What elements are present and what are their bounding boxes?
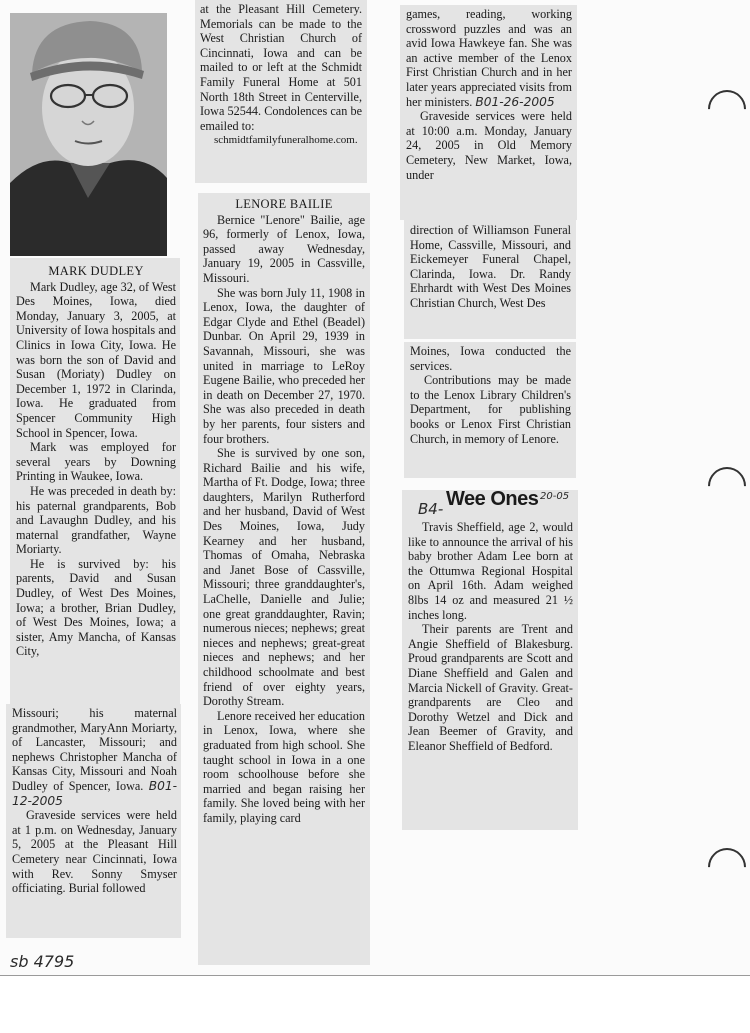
birth-announcement xyxy=(402,490,578,830)
obituary-lenore-continued-b xyxy=(404,220,576,339)
handwritten-archive-number: sb 4795 xyxy=(10,952,75,971)
paragraph: He was preceded in death by: his paternal grandparents, Bob and Lavaughn Dudley, and his maternal grandfather, Wayne Moriarty. xyxy=(16,483,176,557)
obituary-lenore-continued-a xyxy=(400,5,577,220)
paragraph: Their parents are Trent and Angie Sheffield of Blakesburg. Proud grandparents are Scott and Diane Sheffield and Galen and Marcia Nickell of Gravity. Great-grandparents are Cleo and Dorothy Wetzel and Dick and Jean Beemer of Gravity, and Eleanor Sheffield of Bedford. xyxy=(408,622,573,753)
paragraph: games, reading, working crossword puzzles and was an avid Iowa Hawkeye fan. She was an active member of the Lenox First Christian Church and in her later years appreciated visits from her ministers. B01-26-2005 xyxy=(406,7,572,109)
paragraph: Lenore received her education in Lenox, Iowa, where she graduated from high school. She taught school in Iowa in a one room schoolhouse before she married and began raising her family. She loved being with her family, playing card xyxy=(203,708,365,825)
paragraph: She is survived by one son, Richard Bailie and his wife, Martha of Ft. Dodge, Iowa; three daughters, Marilyn Rutherford and her husband, David of West Des Moines, Iowa, Judy Kearney and her husband, Thomas of Omaha, Nebraska and Janet Bose of Cassville, Missouri; three granddaughter's, LaChelle, Danielle and Julie; one great granddaughter, Ravin; numerous nieces; nephews; great nieces and nephews; great-great nieces and nephews; and her childhood schoolmate and best friend of over eighty years, Dorothy Stream. xyxy=(203,446,365,709)
portrait-photo xyxy=(10,13,167,256)
paragraph: He is survived by: his parents, David and Susan Dudley, of West Des Moines, Iowa; a brother, Brian Dudley, of West Des Moines, Iowa; a sister, Amy Mancha, of Kansas City, xyxy=(16,556,176,659)
paragraph: Contributions may be made to the Lenox Library Children's Department, for publishing books or Lenox First Christian Church, in memory of Lenore. xyxy=(410,373,571,446)
paragraph: Bernice "Lenore" Bailie, age 96, formerly of Lenox, Iowa, passed away Wednesday, January 19, 2005 in Cassville, Missouri. xyxy=(203,212,365,285)
paragraph: Graveside services were held at 10:00 a.m. Monday, January 24, 2005 in Old Memory Cemetery, New Market, Iowa, under xyxy=(406,109,572,182)
obituary-mark-dudley-continued xyxy=(6,704,181,938)
obituary-continuation xyxy=(195,0,367,183)
obituary-mark-dudley xyxy=(10,258,180,704)
announcement-heading-row xyxy=(408,490,573,520)
obituary-lenore-bailie xyxy=(198,193,370,965)
paragraph: She was born July 11, 1908 in Lenox, Iowa, the daughter of Edgar Clyde and Ethel (Beadel) Dunbar. On April 29, 1939 in Savannah, Missouri, she was united in marriage to LeRoy Eugene Bailie, who preceded her in death on December 27, 1970. She was also preceded in death by her parents, four sisters and four brothers. xyxy=(203,285,365,446)
binder-hole-mark xyxy=(700,840,750,894)
obituary-lenore-continued-c xyxy=(404,342,576,478)
handwritten-date-note: B01-26-2005 xyxy=(475,94,555,109)
paragraph: Mark was employed for several years by Downing Printing in Waukee, Iowa. xyxy=(16,440,176,484)
handwritten-date-note: 20-05 xyxy=(540,491,570,502)
obituary-heading: LENORE BAILIE xyxy=(235,197,333,211)
paragraph: Missouri; his maternal grandmother, MaryAnn Moriarty, of Lancaster, Missouri; and nephews Christopher Mancha of Kansas City, Missouri and Noah Dudley of Spencer, Iowa. B01-12-2005 xyxy=(12,706,177,808)
paragraph: Mark Dudley, age 32, of West Des Moines, Iowa, died Monday, January 3, 2005, at University of Iowa hospitals and Clinics in Iowa City, Iowa. He was born the son of David and Susan (Moriaty) Dudley on December 1, 1972 in Clarinda, Iowa. He graduated from Spencer Community High School in Spencer, Iowa. xyxy=(16,279,176,440)
email-address: schmidtfamilyfuneralhome.com. xyxy=(214,134,358,147)
paragraph: at the Pleasant Hill Cemetery. Memorials can be made to the West Christian Church of Cincinnati, Iowa and can be mailed to or left at the Schmidt Family Funeral Home at 501 North 18th Street in Centerville, Iowa 52544. Condolences can be emailed to: xyxy=(200,2,362,133)
paragraph: direction of Williamson Funeral Home, Cassville, Missouri, and Eickemeyer Funeral Chapel, Clarinda, Iowa. Dr. Randy Ehrhardt with West Des Moines Christian Church, West Des xyxy=(410,223,571,310)
paragraph: Travis Sheffield, age 2, would like to announce the arrival of his baby brother Adam Lee born at the Ottumwa Regional Hospital on April 16th. Adam weighed 8lbs 14 oz and measured 21 ½ inches long. xyxy=(408,520,573,622)
binder-hole-mark xyxy=(700,459,750,513)
section-heading: Wee Ones xyxy=(446,488,539,510)
handwritten-prefix: B4- xyxy=(418,500,444,518)
paragraph: Moines, Iowa conducted the services. xyxy=(410,344,571,373)
binder-hole-mark xyxy=(700,82,750,136)
paragraph: Graveside services were held at 1 p.m. on Wednesday, January 5, 2005 at the Pleasant Hill Cemetery near Cincinnati, Iowa with Rev. Sonny Smyser officiating. Burial followed xyxy=(12,808,177,896)
obituary-heading: MARK DUDLEY xyxy=(48,264,144,278)
handwritten-date-note: B01-12-2005 xyxy=(12,778,177,808)
